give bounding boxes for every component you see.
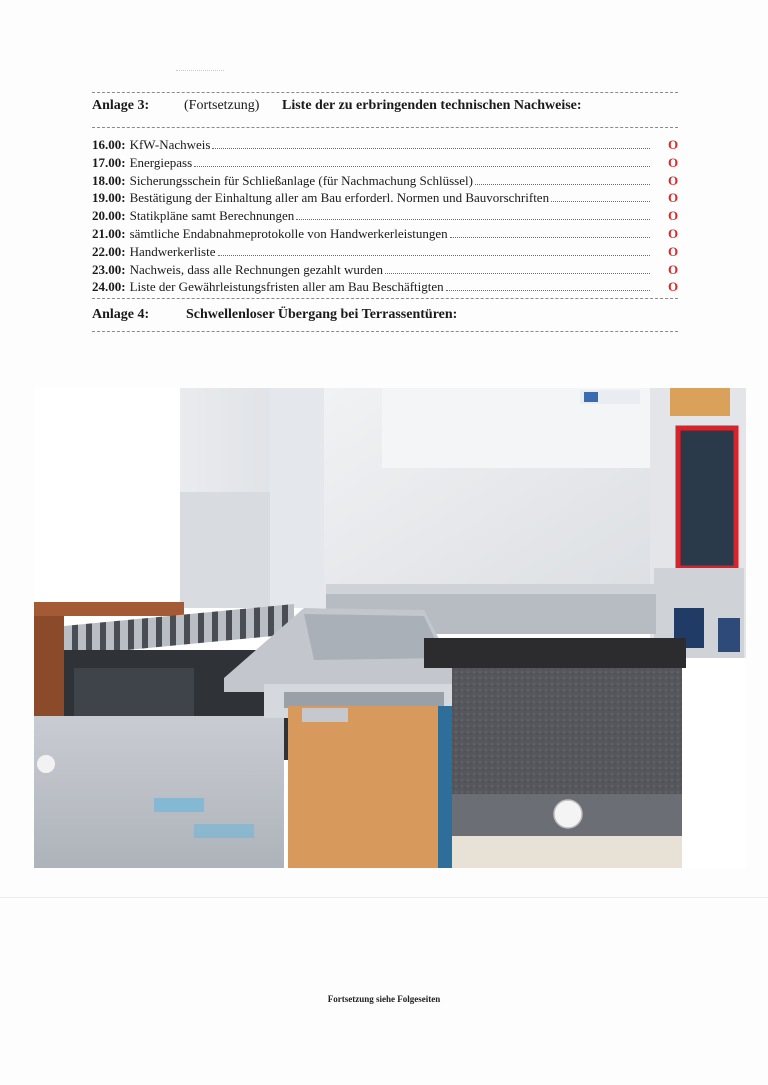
list-item bbox=[92, 136, 678, 154]
rule-above-annex4 bbox=[92, 298, 678, 299]
annex3-heading bbox=[92, 98, 678, 120]
item-text: sämtliche Endabnahmeprotokolle von Handwerkerleistungen bbox=[129, 225, 448, 241]
item-number: 16.00: bbox=[92, 137, 126, 152]
item-number: 18.00: bbox=[92, 172, 126, 188]
leader-dots bbox=[212, 137, 650, 149]
item-text: Bestätigung der Einhaltung aller am Bau erforderl. Normen und Bauvorschriften bbox=[129, 190, 550, 206]
annex3-continuation: (Fortsetzung) bbox=[184, 98, 260, 113]
leader-dots bbox=[446, 279, 650, 291]
checkbox-circle-icon: O bbox=[668, 225, 679, 241]
annex4-label: Anlage 4: bbox=[92, 307, 150, 322]
floor bbox=[34, 716, 284, 868]
evidence-list bbox=[92, 136, 678, 296]
item-text: Energiepass bbox=[129, 154, 193, 170]
screed-layer bbox=[452, 664, 682, 794]
checkbox-circle-icon: O bbox=[668, 208, 679, 224]
list-item bbox=[92, 278, 678, 296]
leader-dots bbox=[194, 155, 650, 167]
item-number: 22.00: bbox=[92, 243, 126, 259]
list-item bbox=[92, 154, 678, 172]
item-text: Liste der Gewährleistungsfristen aller am Bau Beschäftigten bbox=[129, 279, 444, 295]
checkbox-circle-icon: O bbox=[668, 154, 679, 170]
rule-top bbox=[92, 92, 678, 93]
rule-under-annex4 bbox=[92, 331, 678, 332]
wood-deck bbox=[34, 602, 64, 716]
leader-dots bbox=[450, 226, 650, 238]
annex3-title: Liste der zu erbringenden technischen Nachweise: bbox=[282, 98, 582, 113]
list-item bbox=[92, 243, 678, 261]
checkbox-circle-icon: O bbox=[668, 137, 679, 152]
leader-dots bbox=[551, 190, 650, 202]
item-number: 24.00: bbox=[92, 279, 126, 295]
footer-note: Fortsetzung siehe Folgeseiten bbox=[327, 994, 441, 1004]
list-item bbox=[92, 172, 678, 190]
leader-dots bbox=[218, 244, 650, 256]
item-text: Handwerkerliste bbox=[129, 243, 216, 259]
leader-dots bbox=[296, 208, 650, 220]
list-item bbox=[92, 261, 678, 279]
checkbox-circle-icon: O bbox=[668, 279, 679, 295]
footer-divider bbox=[0, 897, 768, 898]
scan-artifact bbox=[176, 70, 224, 77]
list-item bbox=[92, 225, 678, 243]
item-text: Nachweis, dass alle Rechnungen gezahlt wurden bbox=[129, 261, 384, 277]
item-number: 19.00: bbox=[92, 190, 126, 206]
threshold-photo bbox=[34, 388, 746, 868]
annex4-heading bbox=[92, 307, 678, 327]
checkbox-circle-icon: O bbox=[668, 243, 679, 259]
brick-block bbox=[288, 706, 440, 868]
checkbox-circle-icon: O bbox=[668, 190, 679, 206]
item-number: 23.00: bbox=[92, 261, 126, 277]
list-item bbox=[92, 207, 678, 225]
annex3-label: Anlage 3: bbox=[92, 98, 150, 113]
checkbox-circle-icon: O bbox=[668, 261, 679, 277]
annex4-title: Schwellenloser Übergang bei Terrassentüren: bbox=[186, 307, 458, 322]
leader-dots bbox=[475, 173, 650, 185]
list-item bbox=[92, 189, 678, 207]
item-number: 20.00: bbox=[92, 208, 126, 224]
item-text: Statikpläne samt Berechnungen bbox=[129, 208, 295, 224]
item-number: 21.00: bbox=[92, 225, 126, 241]
checkbox-circle-icon: O bbox=[668, 172, 679, 188]
rule-under-heading bbox=[92, 127, 678, 128]
leader-dots bbox=[385, 262, 650, 274]
item-text: Sicherungsschein für Schließanlage (für Nachmachung Schlüssel) bbox=[129, 172, 473, 188]
item-number: 17.00: bbox=[92, 154, 126, 170]
item-text: KfW-Nachweis bbox=[129, 137, 211, 152]
fixing-button bbox=[554, 800, 582, 828]
